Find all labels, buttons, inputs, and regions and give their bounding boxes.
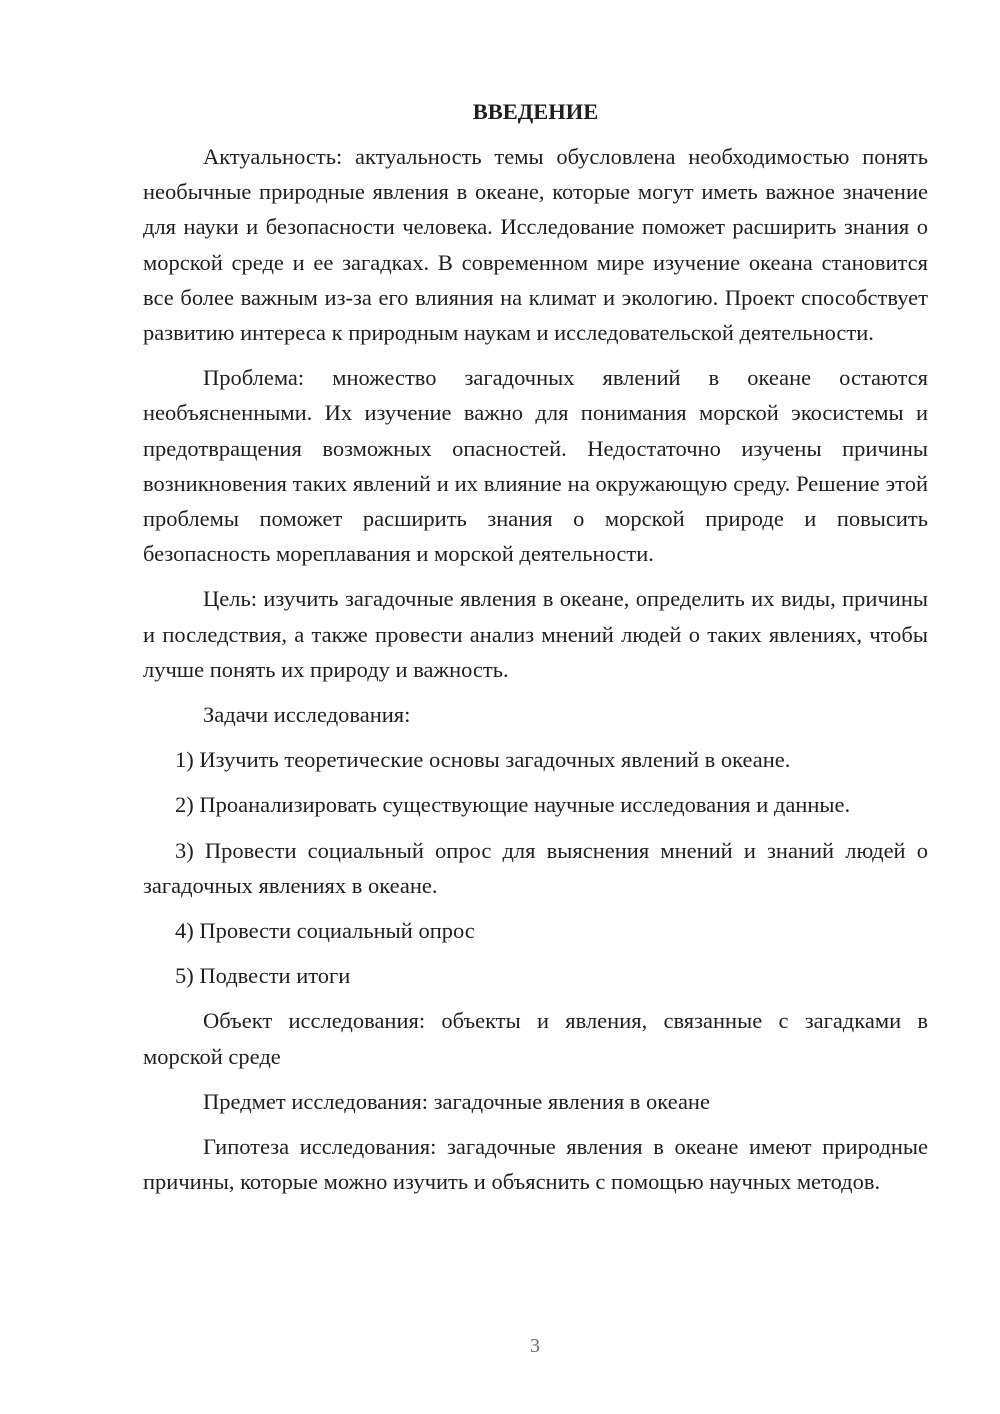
paragraph-goal: Цель: изучить загадочные явления в океане, определить их виды, причины и последствия, а также провести анализ мнений людей о таких явлениях, чтобы лучше понять их природу и важность. <box>143 586 928 682</box>
task-item: 5) Подвести итоги <box>175 963 351 989</box>
paragraph-relevance: Актуальность: актуальность темы обусловлена необходимостью понять необычные природные явления в океане, которые могут иметь важное значение для науки и безопасности человека. Исследование поможет расширить знания о морской среде и ее загадках. В современном мире изучение океана становится все более важным из-за его влияния на климат и экологию. Проект способствует развитию интереса к природным наукам и исследовательской деятельности. <box>143 144 928 346</box>
paragraph-object: Объект исследования: объекты и явления, связанные с загадками в морской среде <box>143 1008 928 1069</box>
task-item: 1) Изучить теоретические основы загадочных явлений в океане. <box>175 747 791 773</box>
page-number: 3 <box>530 1335 540 1357</box>
section-title: ВВЕДЕНИЕ <box>472 99 599 124</box>
paragraph-hypothesis: Гипотеза исследования: загадочные явления в океане имеют природные причины, которые можно изучить и объяснить с помощью научных методов. <box>143 1134 928 1195</box>
page-content <box>143 94 928 1209</box>
task-item: 4) Провести социальный опрос <box>175 918 475 944</box>
task-item: 3) Провести социальный опрос для выяснения мнений и знаний людей о загадочных явлениях в океане. <box>143 837 928 898</box>
tasks-heading: Задачи исследования: <box>203 702 411 728</box>
paragraph-subject: Предмет исследования: загадочные явления в океане <box>203 1088 710 1114</box>
task-item: 2) Проанализировать существующие научные исследования и данные. <box>175 792 851 818</box>
paragraph-problem: Проблема: множество загадочных явлений в океане остаются необъясненными. Их изучение важно для понимания морской экосистемы и предотвращения возможных опасностей. Недостаточно изучены причины возникновения таких явлений и их влияние на окружающую среду. Решение этой проблемы поможет расширить знания о морской природе и повысить безопасность мореплавания и морской деятельности. <box>143 365 928 567</box>
